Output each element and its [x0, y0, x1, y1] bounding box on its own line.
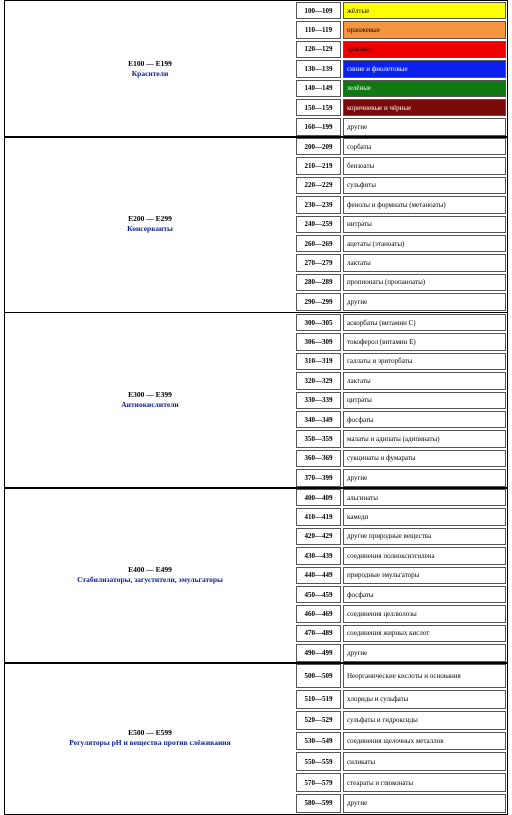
table-row: [295, 215, 507, 234]
description-cell: сульфаты и гидроксиды: [343, 711, 506, 730]
description-cell: другие: [343, 118, 506, 135]
table-row: [295, 710, 507, 731]
description-cell: другие: [343, 794, 506, 813]
table-row: [295, 410, 507, 429]
group-label-cell: [5, 1, 295, 137]
code-range-cell: 460—469: [296, 605, 341, 622]
table-row: [295, 731, 507, 752]
code-range-cell: 200—209: [296, 138, 341, 155]
description-cell: зелёные: [343, 80, 506, 97]
description-cell: другие: [343, 644, 506, 661]
description-cell: галлаты и эриторбаты: [343, 353, 506, 370]
group-block: [4, 487, 508, 664]
code-range-cell: 280—289: [296, 274, 341, 291]
table-row: [295, 195, 507, 214]
description-cell: природные эмульгаторы: [343, 567, 506, 584]
description-cell: соединения целлюлозы: [343, 605, 506, 622]
group-code: E100 — E199: [128, 58, 172, 68]
table-row: [295, 156, 507, 175]
description-cell: аскорбаты (витамин C): [343, 314, 506, 331]
group-rows: [295, 313, 507, 488]
code-range-cell: 220—229: [296, 177, 341, 194]
table-row: [295, 391, 507, 410]
code-range-cell: 160—199: [296, 118, 341, 135]
group-block: [4, 0, 508, 138]
group-code: E500 — E599: [128, 728, 172, 738]
group-name: Красители: [131, 68, 169, 78]
table-row: [295, 20, 507, 39]
table-row: [295, 40, 507, 59]
description-cell: соединения щелочных металлов: [343, 732, 506, 751]
code-range-cell: 370—399: [296, 469, 341, 486]
group-rows: [295, 137, 507, 312]
group-code: E200 — E299: [128, 214, 172, 224]
description-cell: соединения полиоксиэтилена: [343, 547, 506, 564]
code-range-cell: 100—109: [296, 2, 341, 19]
table-row: [295, 352, 507, 371]
table-row: [295, 253, 507, 272]
table-row: [295, 689, 507, 710]
description-cell: малаты и адипаты (адипинаты): [343, 430, 506, 447]
table-row: [295, 604, 507, 623]
table-row: [295, 643, 507, 662]
table-row: [295, 449, 507, 468]
group-code: E400 — E499: [128, 565, 172, 575]
description-cell: ацетаты (этаноаты): [343, 235, 506, 252]
group-label-cell: [5, 313, 295, 488]
code-range-cell: 130—139: [296, 60, 341, 77]
description-cell: сорбаты: [343, 138, 506, 155]
table-row: [295, 98, 507, 117]
code-range-cell: 300—305: [296, 314, 341, 331]
table-row: [295, 59, 507, 78]
group-block: [4, 662, 508, 815]
table-row: [295, 546, 507, 565]
table-row: [295, 313, 507, 332]
description-cell: лактаты: [343, 254, 506, 271]
table-row: [295, 292, 507, 311]
description-cell: лактаты: [343, 372, 506, 389]
code-range-cell: 450—459: [296, 586, 341, 603]
group-name: Антиокислители: [121, 400, 179, 410]
group-name: Стабилизаторы, загустители, эмульгаторы: [77, 575, 223, 585]
code-range-cell: 210—219: [296, 157, 341, 174]
group-rows: [295, 663, 507, 814]
code-range-cell: 510—519: [296, 690, 341, 709]
description-cell: синие и фиолетовые: [343, 60, 506, 77]
table-row: [295, 117, 507, 136]
group-label-cell: [5, 488, 295, 663]
group-code: E300 — E399: [128, 390, 172, 400]
code-range-cell: 530—549: [296, 732, 341, 751]
table-row: [295, 585, 507, 604]
description-cell: другие: [343, 293, 506, 310]
code-range-cell: 240—259: [296, 216, 341, 233]
table-row: [295, 371, 507, 390]
table-row: [295, 772, 507, 793]
code-range-cell: 270—279: [296, 254, 341, 271]
code-range-cell: 330—339: [296, 392, 341, 409]
table-row: [295, 507, 507, 526]
table-row: [295, 273, 507, 292]
description-cell: Неорганические кислоты и основания: [343, 664, 506, 688]
code-range-cell: 306—309: [296, 333, 341, 350]
code-range-cell: 470—489: [296, 625, 341, 642]
group-rows: [295, 1, 507, 137]
description-cell: фенолы и формиаты (метаноаты): [343, 196, 506, 213]
code-range-cell: 110—119: [296, 21, 341, 38]
group-name: Консерванты: [127, 224, 173, 234]
description-cell: альгинаты: [343, 489, 506, 506]
group-block: [4, 136, 508, 313]
table-row: [295, 527, 507, 546]
code-range-cell: 570—579: [296, 773, 341, 792]
description-cell: другие природные вещества: [343, 528, 506, 545]
table-row: [295, 566, 507, 585]
code-range-cell: 230—239: [296, 196, 341, 213]
table-row: [295, 137, 507, 156]
table-row: [295, 488, 507, 507]
table-row: [295, 332, 507, 351]
description-cell: цитраты: [343, 392, 506, 409]
table-row: [295, 624, 507, 643]
description-cell: соединения жирных кислот: [343, 625, 506, 642]
description-cell: токоферол (витамин E): [343, 333, 506, 350]
code-range-cell: 520—529: [296, 711, 341, 730]
additives-table: [4, 0, 510, 809]
code-range-cell: 260—269: [296, 235, 341, 252]
table-row: [295, 468, 507, 487]
code-range-cell: 120—129: [296, 41, 341, 58]
group-label-cell: [5, 663, 295, 814]
group-label-cell: [5, 137, 295, 312]
description-cell: хлориды и сульфаты: [343, 690, 506, 709]
group-block: [4, 312, 508, 489]
table-row: [295, 176, 507, 195]
table-row: [295, 1, 507, 20]
code-range-cell: 440—449: [296, 567, 341, 584]
description-cell: другие: [343, 469, 506, 486]
description-cell: пропионаты (пропаноаты): [343, 274, 506, 291]
table-row: [295, 234, 507, 253]
code-range-cell: 490—499: [296, 644, 341, 661]
code-range-cell: 340—349: [296, 411, 341, 428]
code-range-cell: 360—369: [296, 450, 341, 467]
description-cell: фосфаты: [343, 586, 506, 603]
code-range-cell: 430—439: [296, 547, 341, 564]
description-cell: камеди: [343, 508, 506, 525]
group-name: Регуляторы pH и вещества против слёживания: [69, 738, 231, 748]
table-row: [295, 663, 507, 689]
code-range-cell: 320—329: [296, 372, 341, 389]
description-cell: фосфаты: [343, 411, 506, 428]
code-range-cell: 290—299: [296, 293, 341, 310]
description-cell: бензоаты: [343, 157, 506, 174]
description-cell: нитраты: [343, 216, 506, 233]
code-range-cell: 410—419: [296, 508, 341, 525]
table-row: [295, 751, 507, 772]
group-rows: [295, 488, 507, 663]
description-cell: коричневые и чёрные: [343, 99, 506, 116]
description-cell: сукцинаты и фумараты: [343, 450, 506, 467]
code-range-cell: 310—319: [296, 353, 341, 370]
code-range-cell: 500—509: [296, 664, 341, 688]
description-cell: оранжевые: [343, 21, 506, 38]
code-range-cell: 150—159: [296, 99, 341, 116]
code-range-cell: 580—599: [296, 794, 341, 813]
code-range-cell: 140—149: [296, 80, 341, 97]
code-range-cell: 420—429: [296, 528, 341, 545]
code-range-cell: 400—409: [296, 489, 341, 506]
description-cell: силикаты: [343, 752, 506, 771]
code-range-cell: 350—359: [296, 430, 341, 447]
code-range-cell: 550—559: [296, 752, 341, 771]
table-row: [295, 429, 507, 448]
description-cell: сульфиты: [343, 177, 506, 194]
table-row: [295, 79, 507, 98]
description-cell: стеараты и глюконаты: [343, 773, 506, 792]
description-cell: жёлтые: [343, 2, 506, 19]
description-cell: красные: [343, 41, 506, 58]
